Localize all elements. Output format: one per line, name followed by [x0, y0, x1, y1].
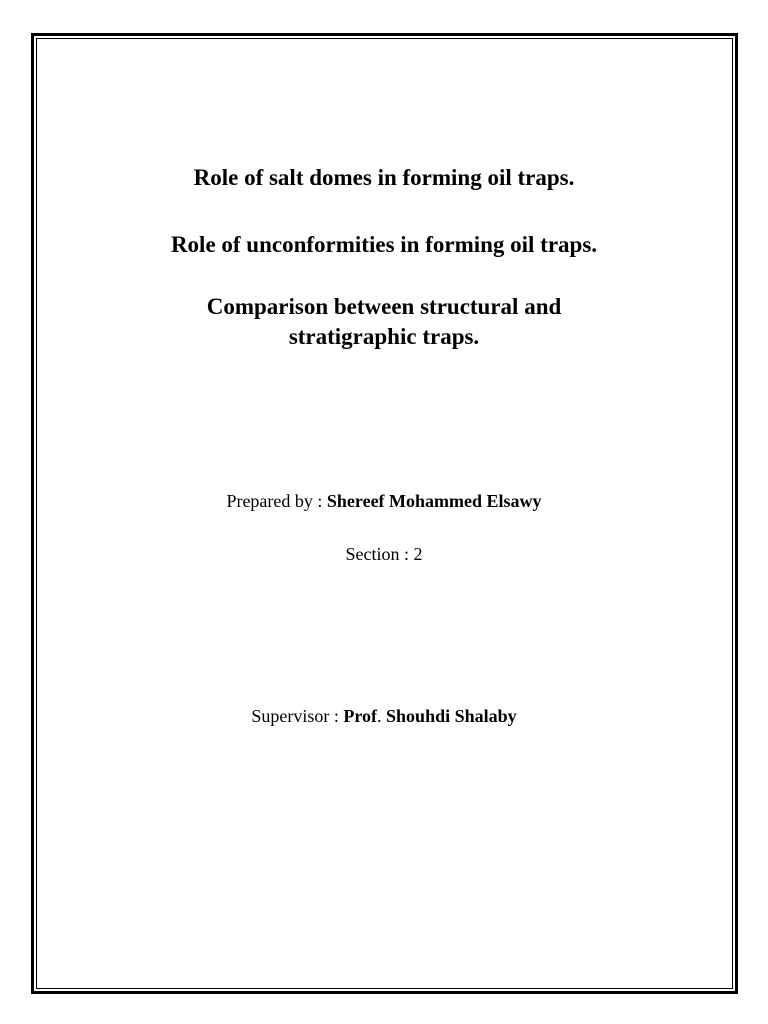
supervisor-title-dot: . — [377, 706, 387, 726]
author-name: Shereef Mohammed Elsawy — [326, 491, 542, 511]
supervisor — [0, 704, 768, 728]
title-salt-domes: Role of salt domes in forming oil traps. — [193, 165, 575, 190]
title-comparison-line1: Comparison between structural and — [206, 294, 562, 319]
prepared-by — [0, 489, 768, 513]
supervisor-name: Shouhdi Shalaby — [386, 706, 517, 726]
title-comparison — [0, 292, 768, 352]
title-comparison-line2: stratigraphic traps. — [288, 324, 480, 349]
supervisor-title: Prof — [343, 706, 378, 726]
supervisor-label: Supervisor : — [251, 706, 344, 726]
prepared-by-label: Prepared by : — [226, 491, 327, 511]
title-unconformities: Role of unconformities in forming oil traps. — [170, 232, 598, 257]
section-number: Section : 2 — [345, 544, 423, 564]
